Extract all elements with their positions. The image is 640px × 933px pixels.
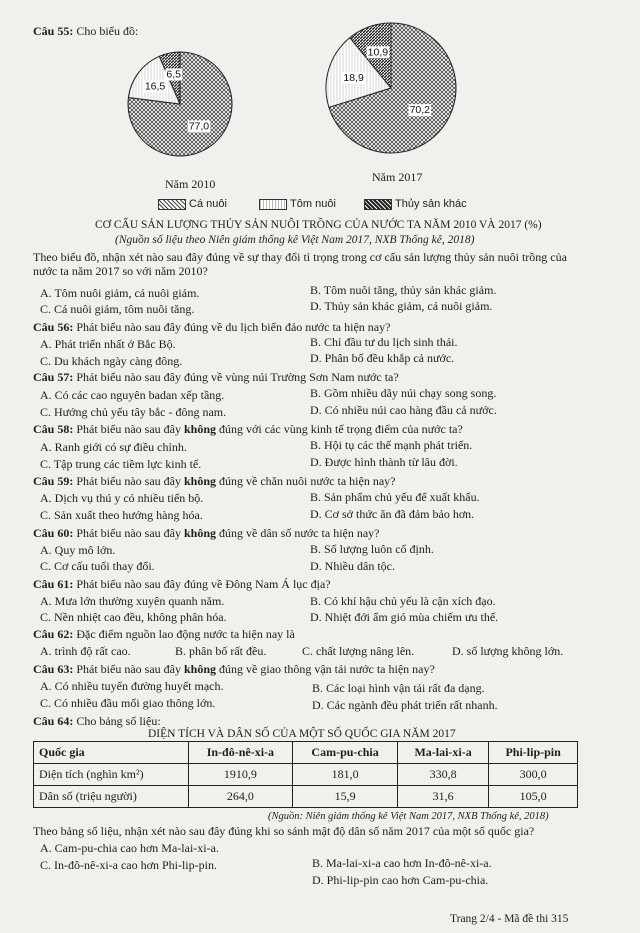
q58-heading [33, 422, 463, 436]
q58-text-pre: Phát biểu nào sau đây [76, 422, 181, 436]
q61-option-b[interactable]: B. Có khí hậu chủ yếu là cận xích đạo. [310, 594, 496, 608]
q64-heading [33, 714, 161, 728]
q58-negation: không [184, 422, 217, 436]
q58-label: Câu 58: [33, 422, 74, 436]
table-header-cambodia: Cam-pu-chia [293, 742, 398, 764]
q59-text-post: đúng về chăn nuôi nước ta hiện nay? [219, 474, 396, 488]
q61-option-c[interactable]: C. Nền nhiệt cao đều, không phân hóa. [40, 610, 227, 624]
q62-option-d[interactable]: D. số lượng không lớn. [452, 644, 564, 658]
q60-heading [33, 526, 380, 540]
q64-label: Câu 64: [33, 714, 74, 728]
q62-option-c[interactable]: C. chất lượng nâng lên. [302, 644, 415, 658]
legend-ca-nuoi: Cá nuôi [189, 198, 227, 210]
q55-option-b[interactable]: B. Tôm nuôi tăng, thủy sản khác giảm. [310, 283, 497, 297]
q60-option-a[interactable]: A. Quy mô lớn. [40, 543, 116, 557]
q60-option-d[interactable]: D. Nhiều dân tộc. [310, 559, 395, 573]
q58-text-post: đúng với các vùng kinh tế trọng điểm của nước ta? [219, 422, 463, 436]
q56-option-d[interactable]: D. Phân bố đều khắp cả nước. [310, 351, 455, 365]
q63-option-d[interactable]: D. Các ngành đều phát triển rất nhanh. [312, 698, 498, 712]
q57-text: Phát biểu nào sau đây đúng về vùng núi Trường Sơn Nam nước ta? [76, 370, 399, 384]
q58-option-d[interactable]: D. Được hình thành từ lâu đời. [310, 455, 458, 469]
legend-swatch-ca-nuoi [158, 199, 186, 210]
q56-label: Câu 56: [33, 320, 74, 334]
q55-text: Cho biểu đồ: [76, 24, 139, 38]
q58-option-a[interactable]: A. Ranh giới có sự điều chỉnh. [40, 440, 187, 454]
cell-area-philippines: 300,0 [489, 764, 578, 786]
q60-option-b[interactable]: B. Số lượng luôn cố định. [310, 542, 434, 556]
pie-label-tom-nuoi: 18,9 [343, 71, 364, 84]
q60-negation: không [184, 526, 217, 540]
q63-text-pre: Phát biểu nào sau đây [76, 662, 181, 676]
table-header-malaysia: Ma-lai-xi-a [397, 742, 488, 764]
pie-label-ca-nuoi: 77,0 [188, 120, 210, 133]
q55-label: Câu 55: [33, 24, 74, 38]
table-header-philippines: Phi-lip-pin [489, 742, 578, 764]
cell-pop-philippines: 105,0 [489, 786, 578, 808]
legend-tom-nuoi: Tôm nuôi [290, 198, 336, 210]
pie-2017-title: Năm 2017 [372, 170, 423, 184]
q62-text: Đặc điểm nguồn lao động nước ta hiện nay là [76, 627, 295, 641]
q63-heading [33, 662, 435, 676]
area-label-text: Diện tích (nghìn km²) [39, 767, 144, 782]
q57-option-d[interactable]: D. Có nhiều núi cao hàng đầu cả nước. [310, 403, 497, 417]
q55-option-d[interactable]: D. Thủy sản khác giảm, cá nuôi giảm. [310, 299, 493, 313]
legend-swatch-tom-nuoi [259, 199, 287, 210]
q57-label: Câu 57: [33, 370, 74, 384]
q62-heading [33, 627, 295, 641]
q61-label: Câu 61: [33, 577, 74, 591]
q59-label: Câu 59: [33, 474, 74, 488]
q56-heading [33, 320, 390, 334]
table-row-area-label [34, 764, 189, 786]
q57-heading [33, 370, 399, 384]
q56-option-c[interactable]: C. Du khách ngày càng đông. [40, 354, 183, 368]
q59-option-d[interactable]: D. Cơ sở thức ăn đã đảm bảo hơn. [310, 507, 475, 521]
pie-label-tom-nuoi: 16,5 [144, 80, 166, 93]
table-header-indonesia: In-đô-nê-xi-a [188, 742, 293, 764]
q55-question: Theo biểu đồ, nhận xét nào sau đây đúng về sự thay đổi tỉ trọng trong cơ cấu sản lượng thủy sản nuôi trồng của nước ta năm 2017 so với năm 2010? [33, 250, 567, 279]
q55-option-c[interactable]: C. Cá nuôi giảm, tôm nuôi tăng. [40, 302, 195, 316]
table-header-row [34, 742, 578, 764]
q57-option-a[interactable]: A. Có các cao nguyên badan xếp tầng. [40, 388, 225, 402]
table-title: DIỆN TÍCH VÀ DÂN SỐ CỦA MỘT SỐ QUỐC GIA NĂM 2017 [148, 728, 456, 740]
cell-area-indonesia: 1910,9 [188, 764, 293, 786]
cell-area-cambodia: 181,0 [293, 764, 398, 786]
data-table [33, 741, 578, 808]
q62-option-b[interactable]: B. phân bố rất đều. [175, 644, 267, 658]
chart-source: (Nguồn số liệu theo Niên giám thống kê Việt Nam 2017, NXB Thống kê, 2018) [115, 234, 475, 246]
q63-option-a[interactable]: A. Có nhiều tuyến đường huyết mạch. [40, 679, 224, 693]
pie-2010-title: Năm 2010 [165, 177, 216, 191]
q64-option-a[interactable]: A. Cam-pu-chia cao hơn Ma-lai-xi-a. [40, 841, 219, 855]
pie-label-thuy-san-khac: 10,9 [367, 46, 389, 59]
legend-thuy-san-khac: Thủy sản khác [395, 198, 467, 210]
q55-option-a[interactable]: A. Tôm nuôi giảm, cá nuôi giảm. [40, 286, 200, 300]
q58-option-c[interactable]: C. Tập trung các tiềm lực kinh tế. [40, 457, 202, 471]
q56-option-a[interactable]: A. Phát triển nhất ở Bắc Bộ. [40, 337, 176, 351]
pie-label-ca-nuoi: 70,2 [409, 104, 431, 117]
q59-option-c[interactable]: C. Sản xuất theo hướng hàng hóa. [40, 508, 203, 522]
q60-text-pre: Phát biểu nào sau đây [76, 526, 181, 540]
table-header-country: Quốc gia [34, 742, 189, 764]
q63-text-post: đúng về giao thông vận tải nước ta hiện nay? [219, 662, 435, 676]
chart-legend [158, 198, 467, 211]
q61-text: Phát biểu nào sau đây đúng về Đông Nam Á lục địa? [76, 577, 331, 591]
table-row-population [34, 786, 578, 808]
q60-text-post: đúng về dân số nước ta hiện nay? [219, 526, 380, 540]
table-row-population-label [34, 786, 189, 808]
q57-option-c[interactable]: C. Hướng chủ yếu tây bắc - đông nam. [40, 405, 227, 419]
pie-label-thuy-san-khac: 6,5 [166, 68, 181, 81]
q59-option-b[interactable]: B. Sản phẩm chủ yếu để xuất khẩu. [310, 490, 480, 504]
q61-option-a[interactable]: A. Mưa lớn thường xuyên quanh năm. [40, 594, 225, 608]
q64-option-d[interactable]: D. Phi-lip-pin cao hơn Cam-pu-chia. [312, 873, 489, 887]
q64-text: Cho bảng số liệu: [76, 714, 161, 728]
population-label-text: Dân số (triệu người) [39, 789, 137, 804]
q58-option-b[interactable]: B. Hội tụ các thế mạnh phát triển. [310, 438, 473, 452]
q59-heading [33, 474, 396, 488]
q61-heading [33, 577, 331, 591]
page-footer: Trang 2/4 - Mã đề thi 315 [450, 913, 569, 925]
q57-option-b[interactable]: B. Gồm nhiều dãy núi chạy song song. [310, 386, 497, 400]
q63-negation: không [184, 662, 217, 676]
pie-2010 [128, 52, 232, 156]
pie-2017 [326, 23, 456, 153]
chart-title: CƠ CẤU SẢN LƯỢNG THỦY SẢN NUÔI TRỒNG CỦA NƯỚC TA NĂM 2010 VÀ 2017 (%) [95, 219, 542, 231]
q64-option-b[interactable]: B. Ma-lai-xi-a cao hơn In-đô-nê-xi-a. [312, 856, 492, 870]
q59-negation: không [184, 474, 217, 488]
q60-label: Câu 60: [33, 526, 74, 540]
q59-text-pre: Phát biểu nào sau đây [76, 474, 181, 488]
table-source: (Nguồn: Niên giám thống kê Việt Nam 2017, NXB Thống kê, 2018) [268, 811, 549, 822]
q56-text: Phát biểu nào sau đây đúng về du lịch biển đảo nước ta hiện nay? [76, 320, 391, 334]
q64-option-c[interactable]: C. In-đô-nê-xi-a cao hơn Phi-lip-pin. [40, 858, 217, 872]
cell-pop-cambodia: 15,9 [293, 786, 398, 808]
q62-option-a[interactable]: A. trình độ rất cao. [40, 644, 131, 658]
q63-option-c[interactable]: C. Có nhiều đầu mối giao thông lớn. [40, 696, 216, 710]
legend-swatch-thuy-san-khac [364, 199, 392, 210]
q59-option-a[interactable]: A. Dịch vụ thú y có nhiều tiến bộ. [40, 491, 204, 505]
table-row-area [34, 764, 578, 786]
cell-pop-malaysia: 31,6 [397, 786, 488, 808]
q63-label: Câu 63: [33, 662, 74, 676]
q60-option-c[interactable]: C. Cơ cấu tuổi thay đổi. [40, 559, 155, 573]
q56-option-b[interactable]: B. Chỉ đầu tư du lịch sinh thái. [310, 335, 458, 349]
q64-question: Theo bảng số liệu, nhận xét nào sau đây đúng khi so sánh mật độ dân số năm 2017 của một số quốc gia? [33, 824, 535, 838]
cell-area-malaysia: 330,8 [397, 764, 488, 786]
cell-pop-indonesia: 264,0 [188, 786, 293, 808]
q62-label: Câu 62: [33, 627, 74, 641]
q63-option-b[interactable]: B. Các loại hình vận tải rất đa dạng. [312, 681, 485, 695]
q61-option-d[interactable]: D. Nhiệt đới ẩm gió mùa chiếm ưu thế. [310, 610, 499, 624]
